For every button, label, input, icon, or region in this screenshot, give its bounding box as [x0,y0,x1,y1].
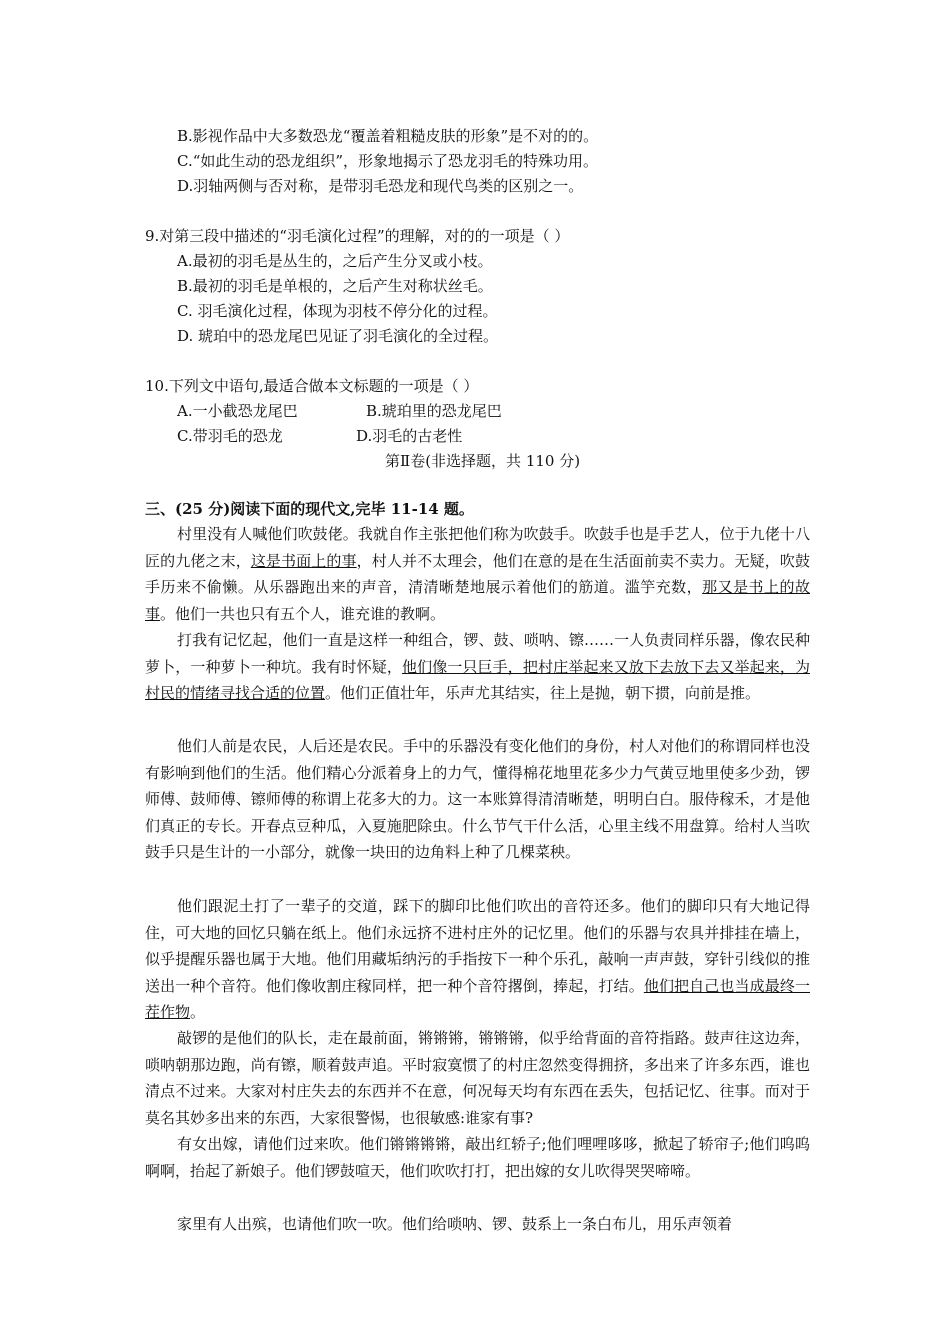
text-run: 。他们正值壮年，乐声尤其结实，往上是抛，朝下掼，向前是推。 [325,684,761,702]
text-run: 。他们一共也只有五个人，谁充谁的教啊。 [160,604,446,623]
text-run: 他们跟泥土打了一辈子的交道，踩下的脚印比他们吹出的音符还多。他们的脚印只有大地记得住，可大地的回忆只躺在纸上。他们永远挤不进村庄外的记忆里。他们的乐器与农具并排挂在墙上，似乎提醒乐器也属于大地。他们用藏垢纳污的手指按下一种个乐孔，敲响一声声鼓，穿针引线似的推送出一种个音符。他们像收割庄稼同样，把一种个音符撂倒，捧起，打结。 [145,897,810,995]
text-run: 打我有记忆起，他们一直是这样一种组合，锣、鼓、唢呐、镲……一人负责同样乐器，像农民种萝卜，一种萝卜一种坑。我有时怀疑， [145,631,810,676]
passage-paragraph-3: 他们人前是农民，人后还是农民。手中的乐器没有变化他们的身份，村人对他们的称谓同样也没有影响到他们的生活。他们精心分派着身上的力气，懂得棉花地里花多少力气黄豆地里使多少劲，锣师傅、鼓师傅、镲师傅的称谓上花多大的力。这一本账算得清清晰楚，明明白白。服侍稼禾，才是他们真正的专长。开春点豆种瓜，入夏施肥除虫。什么节气干什么活，心里主线不用盘算。给村人当吹鼓手只是生计的一小部分，就像一块田的边角料上种了几棵菜秧。 [145,737,810,861]
q10-option-b: B.琥珀里的恐龙尾巴 [366,402,502,420]
underlined-phrase: 他们把自己也当成最终一茬作物 [145,976,810,1021]
q8-option-c: C.“如此生动的恐龙组织”，形象地揭示了恐龙羽毛的特殊功用。 [177,152,599,170]
passage-paragraph-2 [145,627,810,707]
q9-option-c: C. 羽毛演化过程，体现为羽枝不停分化的过程。 [177,302,498,320]
underlined-phrase: 那又是书上的故事 [145,578,810,623]
q10-option-d: D.羽毛的古老性 [356,427,463,445]
passage-paragraph-6: 有女出嫁，请他们过来吹。他们锵锵锵锵，敲出红轿子;他们哩哩哆哆，掀起了轿帘子;他们呜呜啊啊，抬起了新娘子。他们锣鼓喧天，他们吹吹打打，把出嫁的女儿吹得哭哭啼啼。 [145,1135,810,1180]
passage-paragraph-7: 家里有人出殡，也请他们吹一吹。他们给唢呐、锣、鼓系上一条白布儿，用乐声领着 [177,1215,733,1233]
passage-paragraph-5: 敲锣的是他们的队长，走在最前面，锵锵锵，锵锵锵，似乎给背面的音符指路。鼓声往这边奔，唢呐朝那边跑，尚有镲，顺着鼓声追。平时寂寞惯了的村庄忽然变得拥挤，多出来了许多东西，谁也清点不过来。大家对村庄失去的东西并不在意，何况每天均有东西在丢失，包括记忆、往事。而对于莫名其妙多出来的东西，大家很警惕，也很敏感:谁家有事? [145,1029,810,1127]
q9-option-d: D. 琥珀中的恐龙尾巴见证了羽毛演化的全过程。 [177,327,499,345]
text-run: 。 [190,1003,206,1021]
q10-stem: 10.下列文中语句,最适合做本文标题的一项是（ ） [145,377,479,395]
q8-option-d: D.羽轴两侧与否对称，是带羽毛恐龙和现代鸟类的区别之一。 [177,177,584,195]
text-run: ，村人并不太理会，他们在意的是在生活面前卖不卖力。无疑，吹鼓手历来不偷懒。从乐器跑出来的声音，清清晰楚地展示着他们的筋道。滥竽充数， [145,551,810,596]
q9-option-a: A.最初的羽毛是丛生的，之后产生分叉或小枝。 [177,252,493,270]
q10-option-c: C.带羽毛的恐龙 [177,427,283,445]
underlined-phrase: 他们像一只巨手，把村庄举起来又放下去放下去又举起来，为村民的情绪寻找合适的位置 [145,657,810,702]
passage-paragraph-4 [145,893,810,1026]
volume-title: 第Ⅱ卷(非选择题，共 110 分) [385,452,581,470]
q8-option-b: B.影视作品中大多数恐龙“覆盖着粗糙皮肤的形象”是不对的的。 [177,127,599,145]
q10-option-a: A.一小截恐龙尾巴 [177,402,298,420]
q9-stem: 9.对第三段中描述的“羽毛演化过程”的理解，对的的一项是（ ） [145,227,570,245]
underlined-phrase: 这是书面上的事 [250,551,357,570]
passage-paragraph-1 [145,521,810,627]
section-title: 三、(25 分)阅读下面的现代文,完毕 11-14 题。 [145,500,474,518]
q9-option-b: B.最初的羽毛是单根的，之后产生对称状丝毛。 [177,277,493,295]
text-run: 村里没有人喊他们吹鼓佬。我就自作主张把他们称为吹鼓手。吹鼓手也是手艺人，位于九佬十八匠的九佬之末， [145,525,810,570]
